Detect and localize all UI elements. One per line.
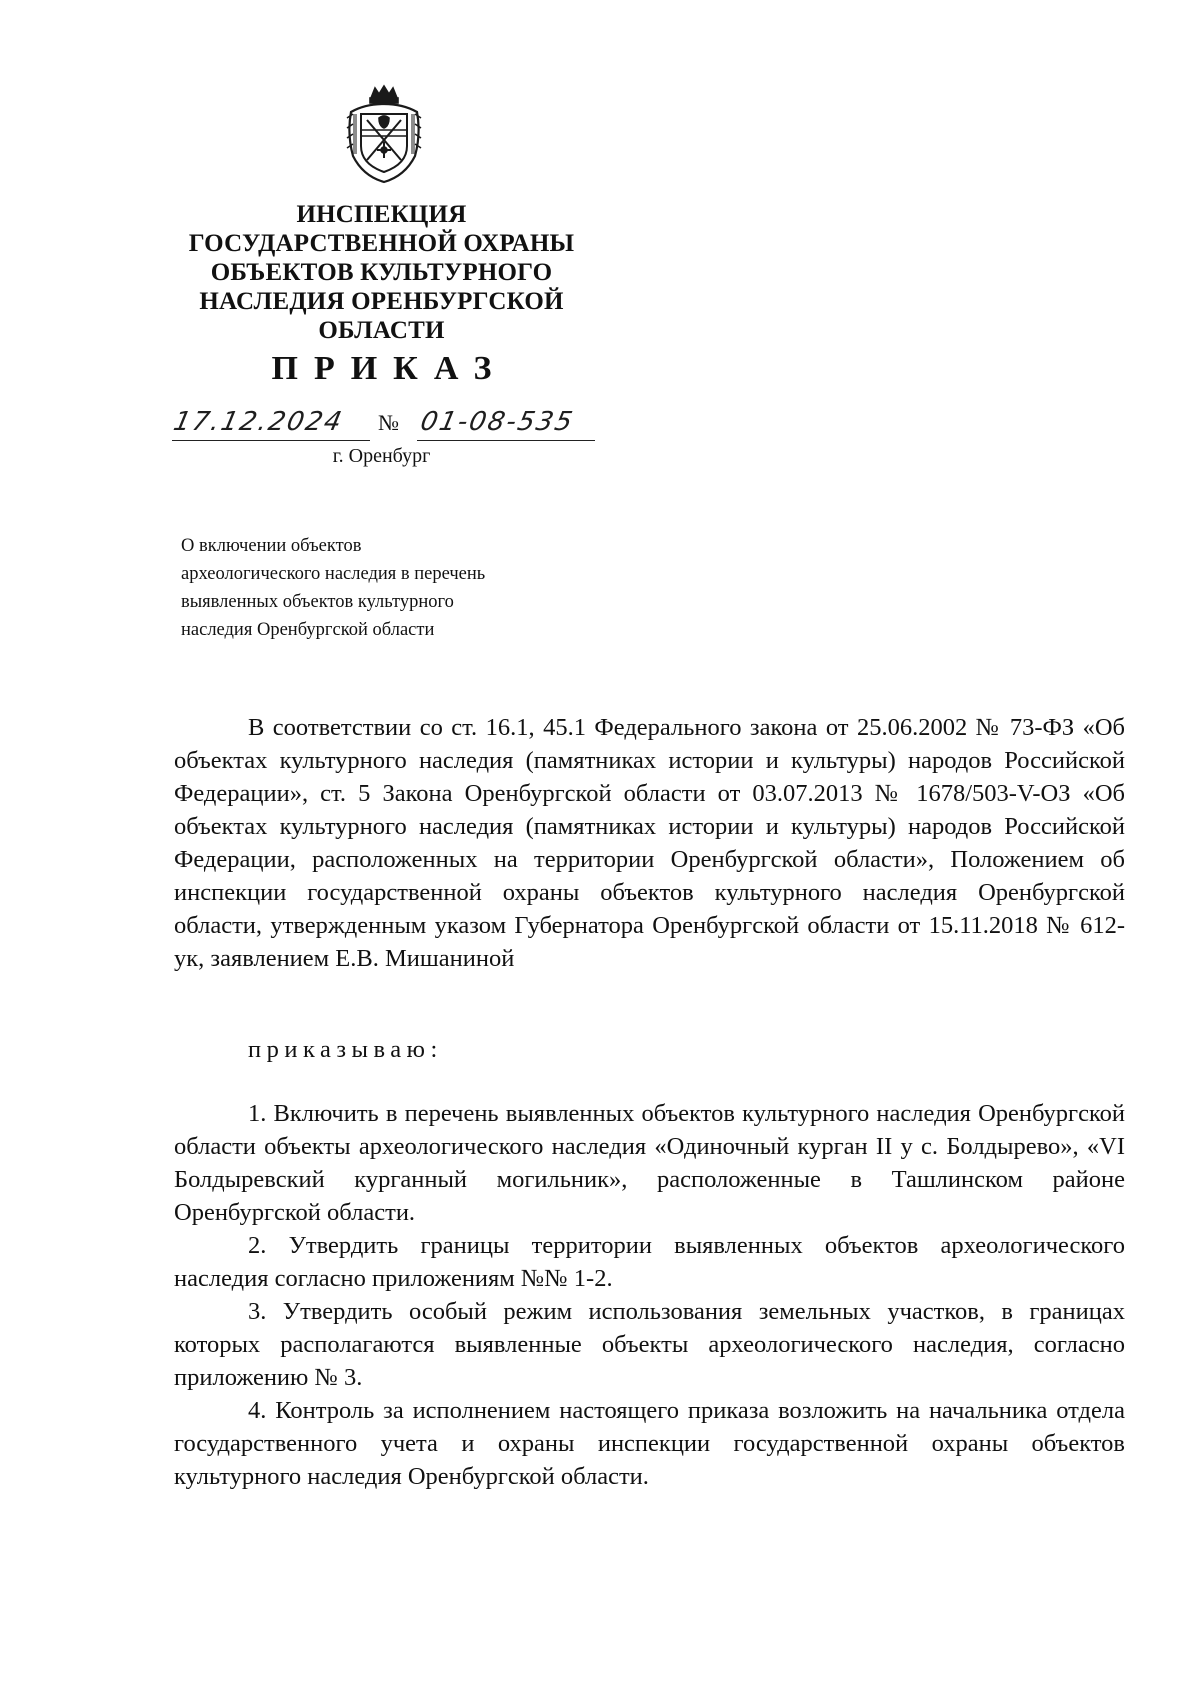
decree-word: приказываю: [248,1036,443,1063]
order-item: 2. Утвердить границы территории выявленных объектов археологического наследия согласно приложениям №№ 1-2. [174,1232,1125,1292]
handwritten-date: 17.12.2024 [170,407,347,437]
document-subject [181,532,621,644]
subject-line: О включении объектов [181,536,362,556]
org-name-line: НАСЛЕДИЯ ОРЕНБУРГСКОЙ [199,288,564,315]
subject-line: наследия Оренбургской области [181,620,435,640]
number-sign: № [378,410,399,435]
subject-line: выявленных объектов культурного [181,592,454,612]
org-name-line: ИНСПЕКЦИЯ [296,201,467,228]
org-name-line: ОБЛАСТИ [318,317,445,344]
preamble-paragraph: В соответствии со ст. 16.1, 45.1 Федерального закона от 25.06.2002 № 73-ФЗ «Об объектах культурного наследия (памятниках истории и культуры) народов Российской Федерации», ст. 5 Закона Оренбургской области от 03.07.2013 № 1678/503-V-ОЗ «Об объектах культурного наследия (памятниках истории и культуры) народов Российской Федерации, расположенных на территории Оренбургской области», Положением об инспекции государственной охраны объектов культурного наследия Оренбургской области, утвержденным указом Губернатора Оренбургской области от 15.11.2018 № 612-ук, заявлением Е.В. Мишаниной [174,714,1125,972]
order-item: 4. Контроль за исполнением настоящего приказа возложить на начальника отдела государственного учета и охраны инспекции государственной охраны объектов культурного наследия Оренбургской области. [174,1397,1125,1490]
city-of-issue: г. Оренбург [332,445,431,467]
document-type-title: ПРИКАЗ [271,350,508,387]
order-item: 1. Включить в перечень выявленных объектов культурного наследия Оренбургской области объекты археологического наследия «Одиночный курган II у с. Болдырево», «VI Болдыревский курганный могильник», расположенные в Ташлинском районе Оренбургской области. [174,1100,1125,1226]
preamble [174,711,1125,975]
org-name-line: ОБЪЕКТОВ КУЛЬТУРНОГО [210,259,553,286]
subject-line: археологического наследия в перечень [181,564,486,584]
coat-of-arms-icon [343,84,425,184]
org-name-line: ГОСУДАРСТВЕННОЙ ОХРАНЫ [188,230,575,257]
registration-number-field [417,400,595,441]
order-item: 3. Утвердить особый режим использования земельных участков, в границах которых располагаются выявленные объекты археологического наследия, согласно приложению № 3. [174,1298,1125,1391]
organization-name [170,200,593,345]
order-items [174,1097,1125,1493]
handwritten-number: 01-08-535 [417,407,577,437]
registration-date-field [172,400,370,441]
